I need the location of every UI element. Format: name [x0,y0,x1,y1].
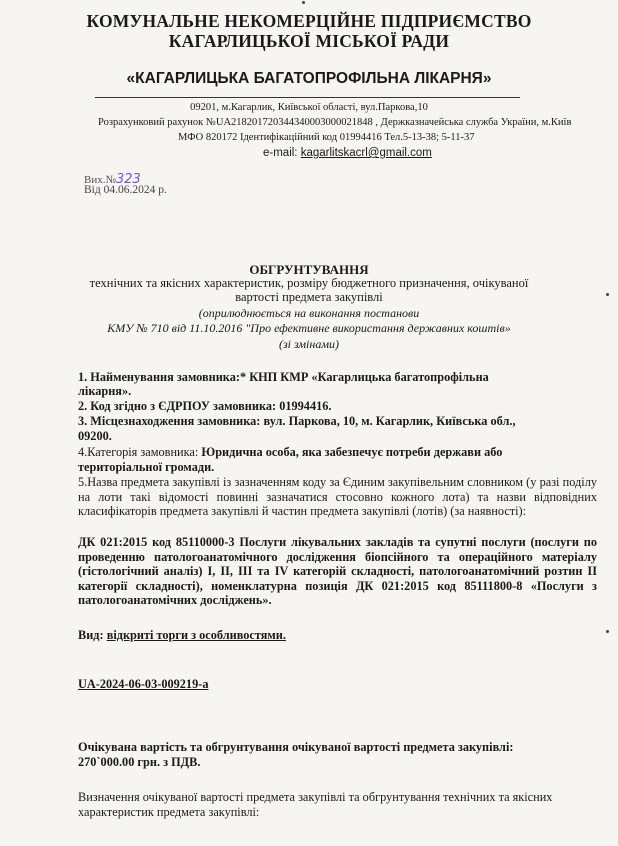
scan-speck [302,1,305,4]
doc-subheading-line1: технічних та якісних характеристик, розміру бюджетного призначення, очікуваної [89,276,529,290]
email-line [263,147,432,159]
procedure-kind [78,628,286,643]
determination-paragraph: Визначення очікуваної вартості предмета закупівлі та обгрунтування технічних та якісних характеристик предмета закупівлі: [78,790,553,819]
item-4-value-a: Юридична особа, яка забезпечує потреби держави або [201,445,503,459]
doc-subheading-line2: вартості предмета закупівлі [235,290,383,304]
item-3-line1: 3. Місцезнаходження замовника: вул. Паркова, 10, м. Кагарлик, Київська обл., [78,414,516,428]
hospital-name: «КАГАРЛИЦЬКА БАГАТОПРОФІЛЬНА ЛІКАРНЯ» [126,70,492,87]
scan-speck [606,293,609,296]
outgoing-date-value: 04.06.2024 р. [103,184,167,196]
outgoing-date-label: Від [84,184,101,196]
bank-account-line: Розрахунковий рахунок №UA218201720344340003000021848 , Держказначейська служба України, м.Київ [98,117,572,128]
doc-heading: ОБГРУНТУВАННЯ [249,262,369,277]
procedure-kind-label: Вид: [78,628,104,642]
outgoing-number-label: Вих.№ [84,174,116,186]
item-4-value-b: територіальної громади. [78,460,215,474]
doc-note-line1: (оприлюднюється на виконання постанови [198,306,420,320]
outgoing-number-handwritten: 323 [115,172,141,187]
address-line: 09201, м.Кагарлик, Київської області, вул.Паркова,10 [190,102,428,113]
header-divider [95,97,520,98]
doc-note-line3: (зі змінами) [279,337,339,351]
outgoing-date [84,184,167,196]
email-label: e-mail: [263,147,301,159]
scan-speck [606,630,609,633]
item-4-label: 4.Категорія замовника: [78,445,199,459]
doc-note-line2: КМУ № 710 від 11.10.2016 "Про ефективне використання державних коштів» [107,321,511,335]
item-5-intro: 5.Назва предмета закупівлі із зазначенням коду за Єдиним закупівельним словником (у разі поділу на лоти такі відомості повинні зазначатися стосовно кожного лота) та назви відповідних класифікаторів предмета закупівлі й частин предмета закупівлі (лотів) (за наявності): [78,475,597,519]
procedure-kind-value: відкриті торги з особливостями. [106,628,286,642]
org-name-line2: КАГАРЛИЦЬКОЇ МІСЬКОЇ РАДИ [168,31,450,51]
mfo-line: МФО 820172 Ідентифікаційний код 01994416 Тел.5-13-38; 5-11-37 [178,132,475,143]
expected-cost-label: Очікувана вартість та обгрунтування очікуваної вартості предмета закупівлі: [78,740,514,754]
item-1-value-a: КНП КМР «Кагарлицька багатопрофільна [249,370,489,384]
item-1-label: 1. Найменування замовника:* [78,370,247,384]
procurement-id[interactable]: UA-2024-06-03-009219-a [78,677,209,691]
item-5-value: ДК 021:2015 код 85110000-3 Послуги лікувальних закладів та супутні послуги (послуги по проведенню патологоанатомічного дослідження біопсійного та операційного матеріалу (гістологічний аналіз) I, II, III та IV категорій складності, патологоанатомічний розтин II категорії складності), номенклатурна позиція ДК 021:2015 код 85111800-8 «Послуги з патологоанатомічних досліджень». [78,535,597,608]
expected-cost-value: 270`000.00 грн. з ПДВ. [78,755,201,769]
item-1-value-b: лікарня». [78,384,132,398]
item-3-line2: 09200. [78,429,112,443]
item-4-line1 [78,445,502,460]
email-link[interactable]: kagarlitskacrl@gmail.com [300,147,432,159]
item-1-line1 [78,370,489,385]
item-2: 2. Код згідно з ЄДРПОУ замовника: 01994416. [78,399,332,413]
org-name-line1: КОМУНАЛЬНЕ НЕКОМЕРЦІЙНЕ ПІДПРИЄМСТВО [86,11,532,31]
